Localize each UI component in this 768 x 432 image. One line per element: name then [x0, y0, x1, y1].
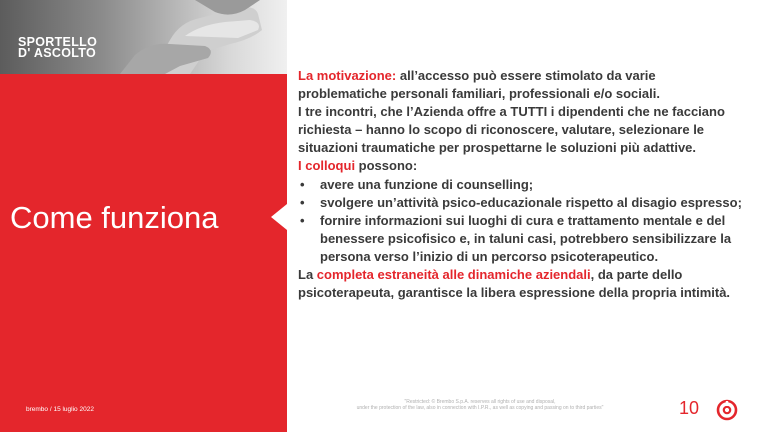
brembo-logo-icon [716, 399, 738, 421]
list-item [298, 176, 748, 194]
brand-line-2: D' ASCOLTO [18, 46, 96, 60]
bullet-list [298, 176, 748, 266]
section-title: Come funziona [10, 200, 219, 235]
paragraph-colloqui [298, 157, 748, 175]
bullet-text: svolgere un’attività psico-educazionale rispetto al disagio espresso; [320, 194, 742, 210]
motivation-text: all’accesso può essere stimolato da varie problematiche personali familiari, professionali e/o sociali. [298, 68, 660, 102]
conclusion-label: completa estraneità alle dinamiche aziendali [316, 267, 591, 283]
legal-line-2: under the protection of the law, also in connection with I.P.R., as well as copying and passing on to third parties" [356, 405, 604, 411]
conclusion-prefix: La [298, 267, 317, 283]
bullet-dot-icon: • [300, 194, 305, 210]
bullet-dot-icon: • [300, 176, 305, 192]
legal-line-1: "Restricted: © Brembo S.p.A. reserves all rights of use and disposal, [404, 399, 556, 405]
colloqui-label: I colloqui [298, 158, 356, 174]
paragraph-motivation [298, 67, 748, 103]
list-item [298, 212, 748, 266]
page-number: 10 [679, 398, 700, 418]
footer-date: brembo / 15 luglio 2022 [26, 406, 94, 413]
conclusion-text: , da parte dello psicoterapeuta, garantisce la libera espressione della propria intimità. [298, 267, 731, 301]
paragraph-meetings: I tre incontri, che l’Azienda offre a TUTTI i dipendenti che ne facciano richiesta – hanno lo scopo di riconoscere, valutare, selezionare le situazioni traumatiche per prospettarne le soluzioni più adattive. [298, 104, 725, 156]
bullet-dot-icon: • [300, 212, 305, 228]
bullet-text: fornire informazioni sui luoghi di cura e trattamento mentale e del benessere psicofisico e, in taluni casi, potrebbero sensibilizzare la persona verso l’inizio di un percorso psicoterapeutico. [320, 212, 732, 264]
bullet-text: avere una funzione di counselling; [320, 176, 534, 192]
list-item [298, 194, 748, 212]
colloqui-text: possono: [355, 158, 418, 174]
brand-title [18, 37, 97, 59]
panel-notch [271, 204, 287, 230]
slide-content [298, 67, 748, 302]
brand-line-1: SPORTELLO [18, 35, 98, 49]
left-panel [0, 0, 287, 432]
motivation-label: La motivazione: [298, 68, 397, 83]
legal-notice [320, 399, 640, 411]
paragraph-conclusion [298, 266, 748, 302]
